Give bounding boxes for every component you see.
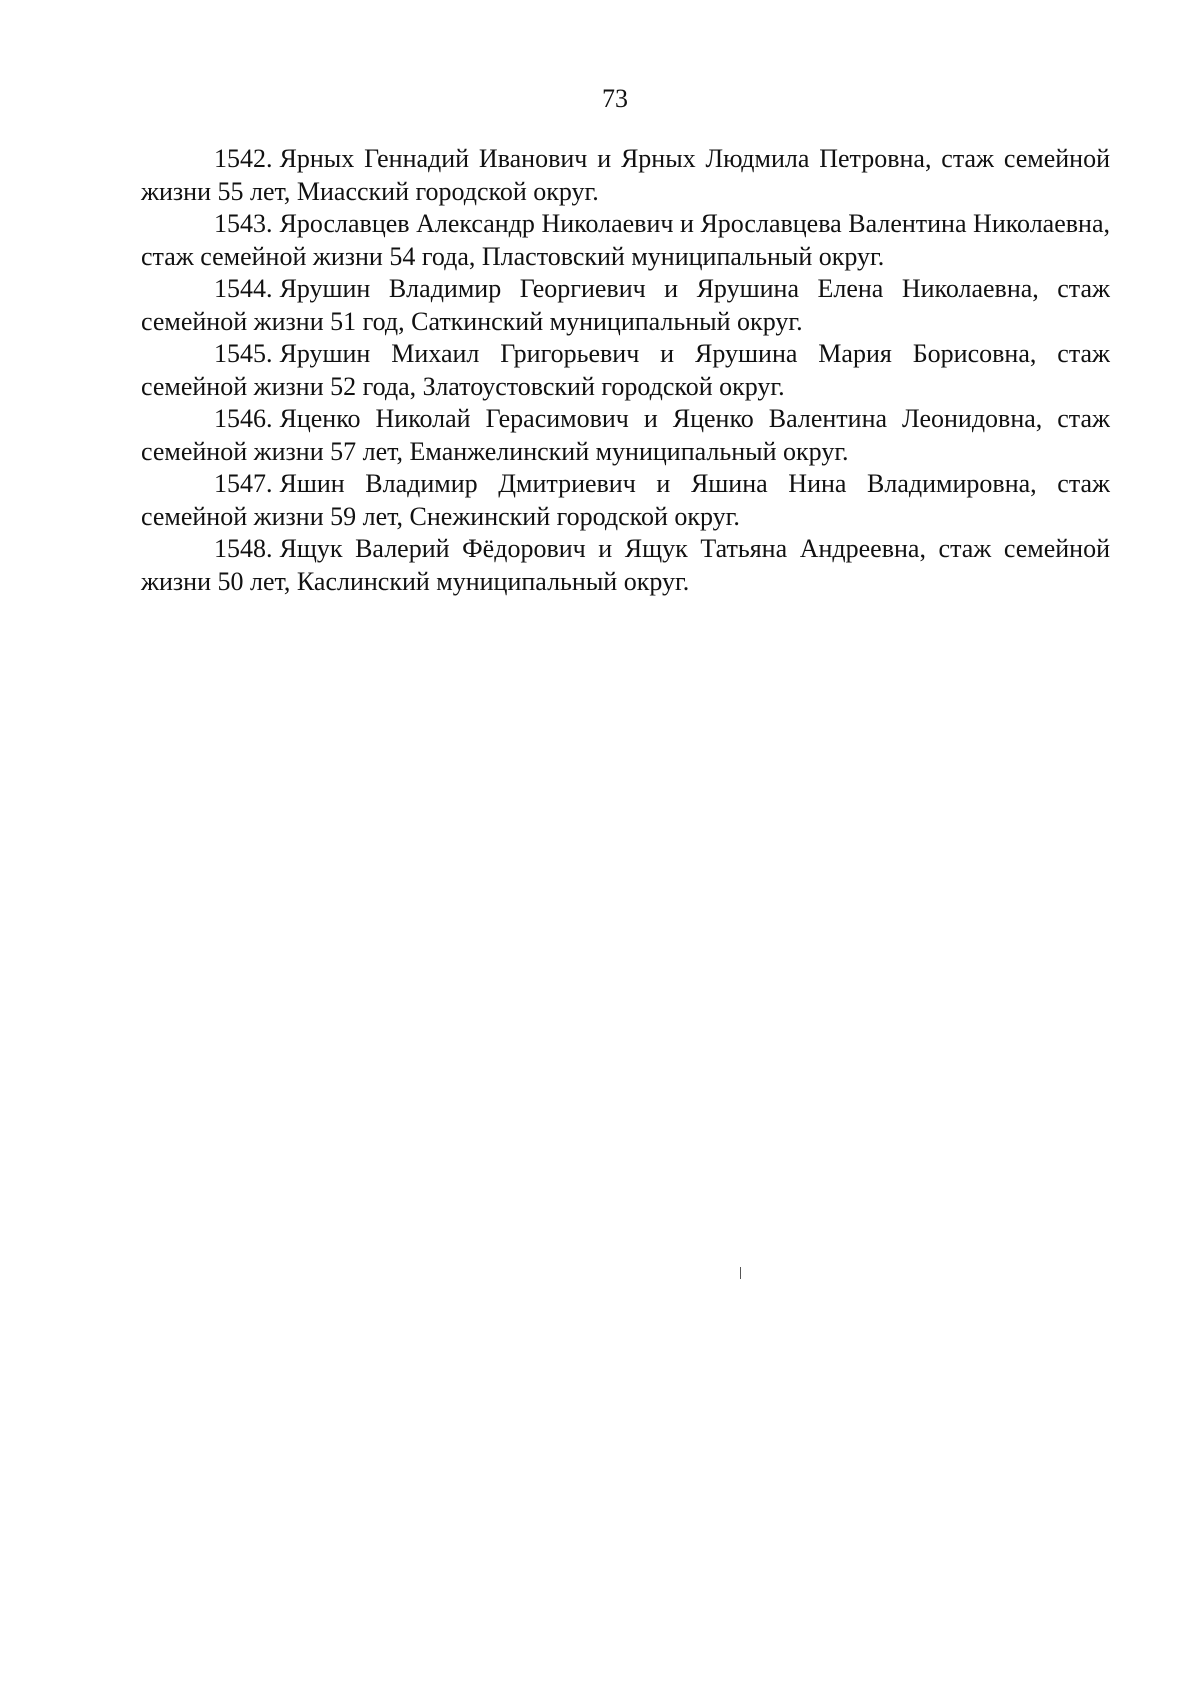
- entry-text: Ярушин Владимир Георгиевич и Ярушина Елена Николаевна, стаж семейной жизни 51 год, Саткинский муниципальный округ.: [141, 274, 1110, 336]
- list-item: [141, 338, 1110, 403]
- entry-number: 1548.: [214, 534, 273, 563]
- entry-text: Ярославцев Александр Николаевич и Ярославцева Валентина Николаевна, стаж семейной жизни 54 года, Пластовский муниципальный округ.: [141, 209, 1110, 271]
- entry-number: 1545.: [214, 339, 273, 368]
- entry-text: Ящук Валерий Фёдорович и Ящук Татьяна Андреевна, стаж семейной жизни 50 лет, Каслинский муниципальный округ.: [141, 534, 1110, 596]
- entry-number: 1546.: [214, 404, 273, 433]
- entry-number: 1544.: [214, 274, 273, 303]
- page-number: 73: [602, 84, 628, 113]
- entry-number: 1547.: [214, 469, 273, 498]
- list-item: [141, 208, 1110, 273]
- entry-text: Яшин Владимир Дмитриевич и Яшина Нина Владимировна, стаж семейной жизни 59 лет, Снежинский городской округ.: [141, 469, 1110, 531]
- list-item: [141, 533, 1110, 598]
- list-item: [141, 143, 1110, 208]
- entry-text: Яценко Николай Герасимович и Яценко Валентина Леонидовна, стаж семейной жизни 57 лет, Еманжелинский муниципальный округ.: [141, 404, 1110, 466]
- entry-text: Ярных Геннадий Иванович и Ярных Людмила Петровна, стаж семейной жизни 55 лет, Миасский городской округ.: [141, 144, 1110, 206]
- scan-mark: [740, 1267, 741, 1279]
- entry-number: 1543.: [214, 209, 273, 238]
- list-item: [141, 403, 1110, 468]
- entry-text: Ярушин Михаил Григорьевич и Ярушина Мария Борисовна, стаж семейной жизни 52 года, Златоустовский городской округ.: [141, 339, 1110, 401]
- entry-list: [141, 143, 1110, 598]
- list-item: [141, 273, 1110, 338]
- entry-number: 1542.: [214, 144, 273, 173]
- list-item: [141, 468, 1110, 533]
